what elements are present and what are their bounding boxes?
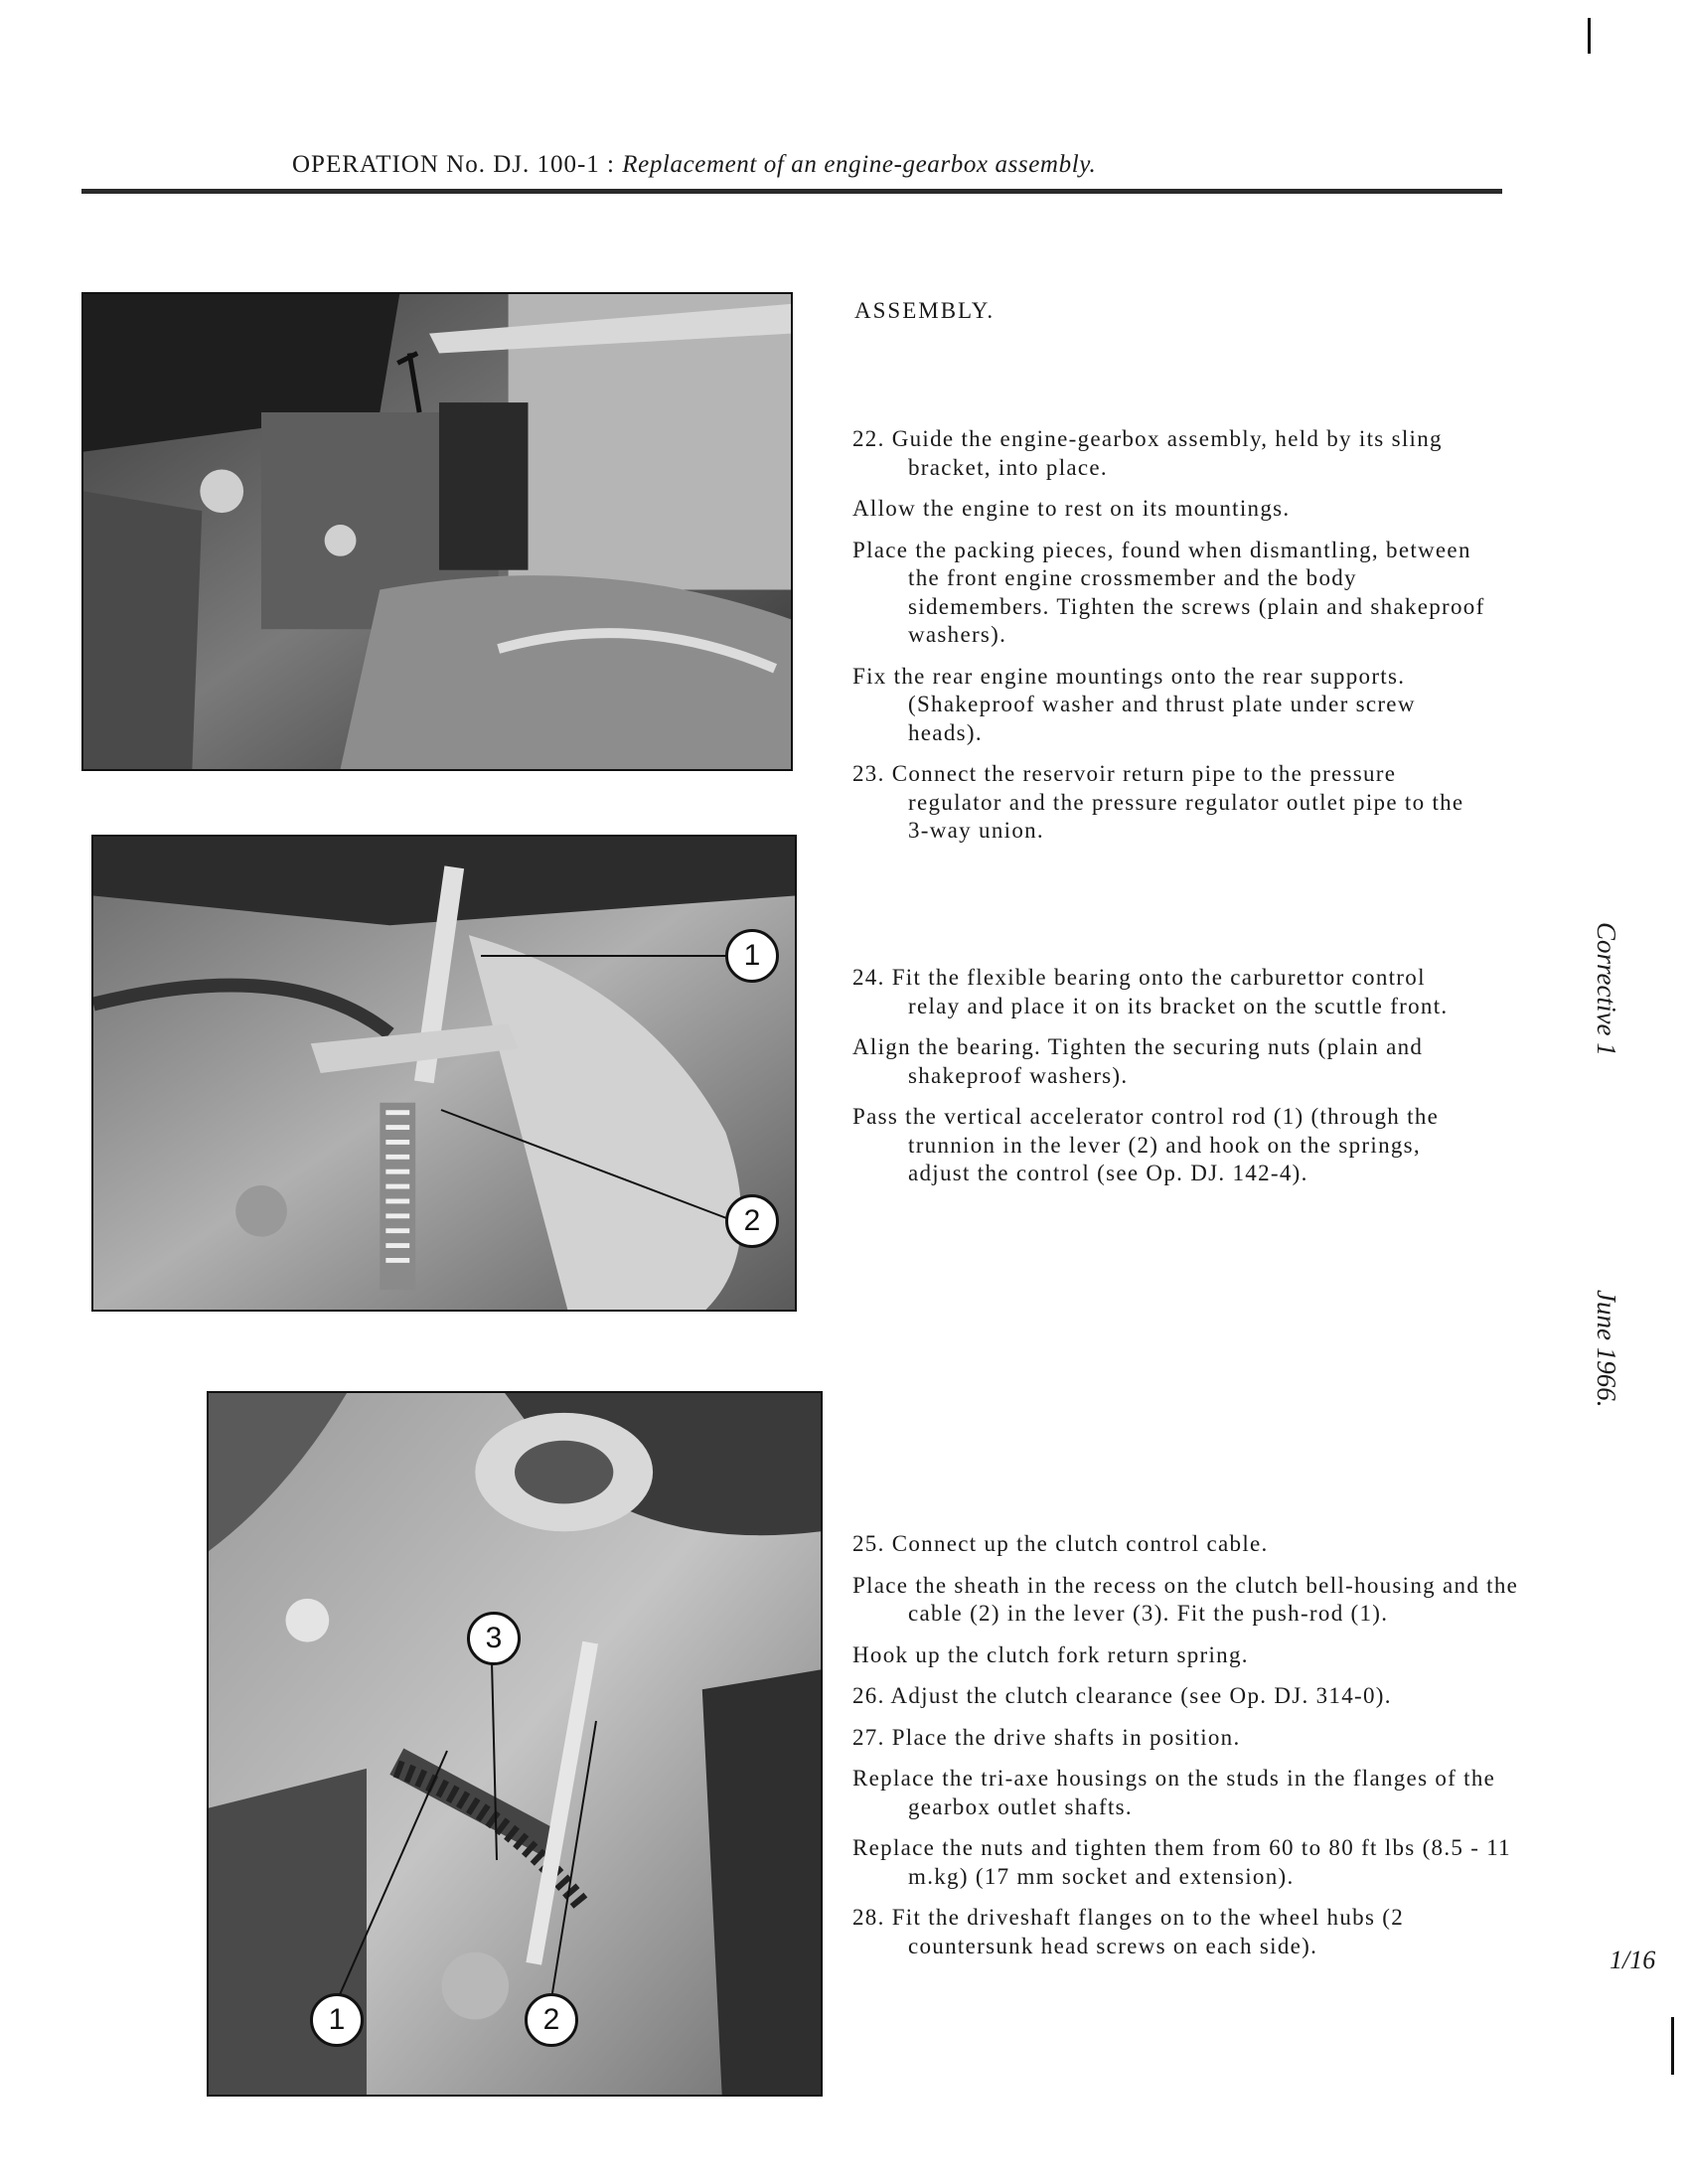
step-28: 28. Fit the driveshaft flanges on to the wheel hubs (2 countersunk head screws on each side).	[852, 1905, 1405, 1958]
callout-3: 3	[467, 1612, 521, 1665]
step-24: 24. Fit the flexible bearing onto the carburettor control relay and place it on its bracket on the scuttle front.	[852, 965, 1449, 1018]
side-label-corrective: Corrective 1	[1592, 922, 1621, 1056]
margin-tick-mark	[1588, 18, 1591, 54]
page-tick-mark	[1671, 2017, 1674, 2075]
paragraph-rest-engine: Allow the engine to rest on its mountings.	[852, 496, 1291, 521]
paragraph-align-bearing: Align the bearing. Tighten the securing nuts (plain and shakeproof washers).	[852, 1034, 1424, 1088]
figure-clutch-mechanism-photo	[207, 1391, 823, 2097]
callout-2: 2	[525, 1993, 578, 2047]
paragraph-packing-pieces: Place the packing pieces, found when dismantling, between the front engine crossmember and the body sidemembers. Tighten the screws (plain and shakeproof washers).	[852, 537, 1485, 647]
instructions-block-2	[852, 964, 1468, 1201]
header-rule	[81, 189, 1502, 194]
side-label-date: June 1966.	[1592, 1290, 1621, 1408]
step-25: 25. Connect up the clutch control cable.	[852, 1531, 1269, 1556]
paragraph-accelerator-rod: Pass the vertical accelerator control rod (1) (through the trunnion in the lever (2) and hook on the springs, adjust the control (see Op. DJ. 142-4).	[852, 1104, 1440, 1185]
operation-number: OPERATION No. DJ. 100-1 :	[292, 151, 615, 178]
figure-accelerator-linkage-photo	[91, 835, 797, 1312]
callout-1: 1	[310, 1993, 364, 2047]
paragraph-rear-mountings: Fix the rear engine mountings onto the rear supports. (Shakeproof washer and thrust plate under screw heads).	[852, 663, 1416, 745]
instructions-block-1	[852, 425, 1488, 858]
page-header	[292, 151, 1096, 179]
operation-title: Replacement of an engine-gearbox assembly.	[622, 151, 1097, 178]
step-26: 26. Adjust the clutch clearance (see Op. DJ. 314-0).	[852, 1683, 1392, 1708]
step-22: 22. Guide the engine-gearbox assembly, held by its sling bracket, into place.	[852, 426, 1443, 480]
section-heading: ASSEMBLY.	[854, 298, 996, 323]
instructions-block-3	[852, 1530, 1528, 1973]
step-23: 23. Connect the reservoir return pipe to the pressure regulator and the pressure regulator outlet pipe to the 3-way union.	[852, 761, 1464, 843]
paragraph-nuts-torque: Replace the nuts and tighten them from 60 to 80 ft lbs (8.5 - 11 m.kg) (17 mm socket and extension).	[852, 1835, 1511, 1889]
page-number: 1/16	[1610, 1946, 1656, 1974]
paragraph-tri-axe: Replace the tri-axe housings on the studs in the flanges of the gearbox outlet shafts.	[852, 1766, 1496, 1819]
figure-engine-hoist-photo	[81, 292, 793, 771]
paragraph-return-spring: Hook up the clutch fork return spring.	[852, 1641, 1249, 1667]
callout-2: 2	[725, 1194, 779, 1248]
callout-1: 1	[725, 929, 779, 983]
paragraph-sheath: Place the sheath in the recess on the clutch bell-housing and the cable (2) in the lever (3). Fit the push-rod (1).	[852, 1572, 1519, 1626]
step-27: 27. Place the drive shafts in position.	[852, 1724, 1241, 1750]
